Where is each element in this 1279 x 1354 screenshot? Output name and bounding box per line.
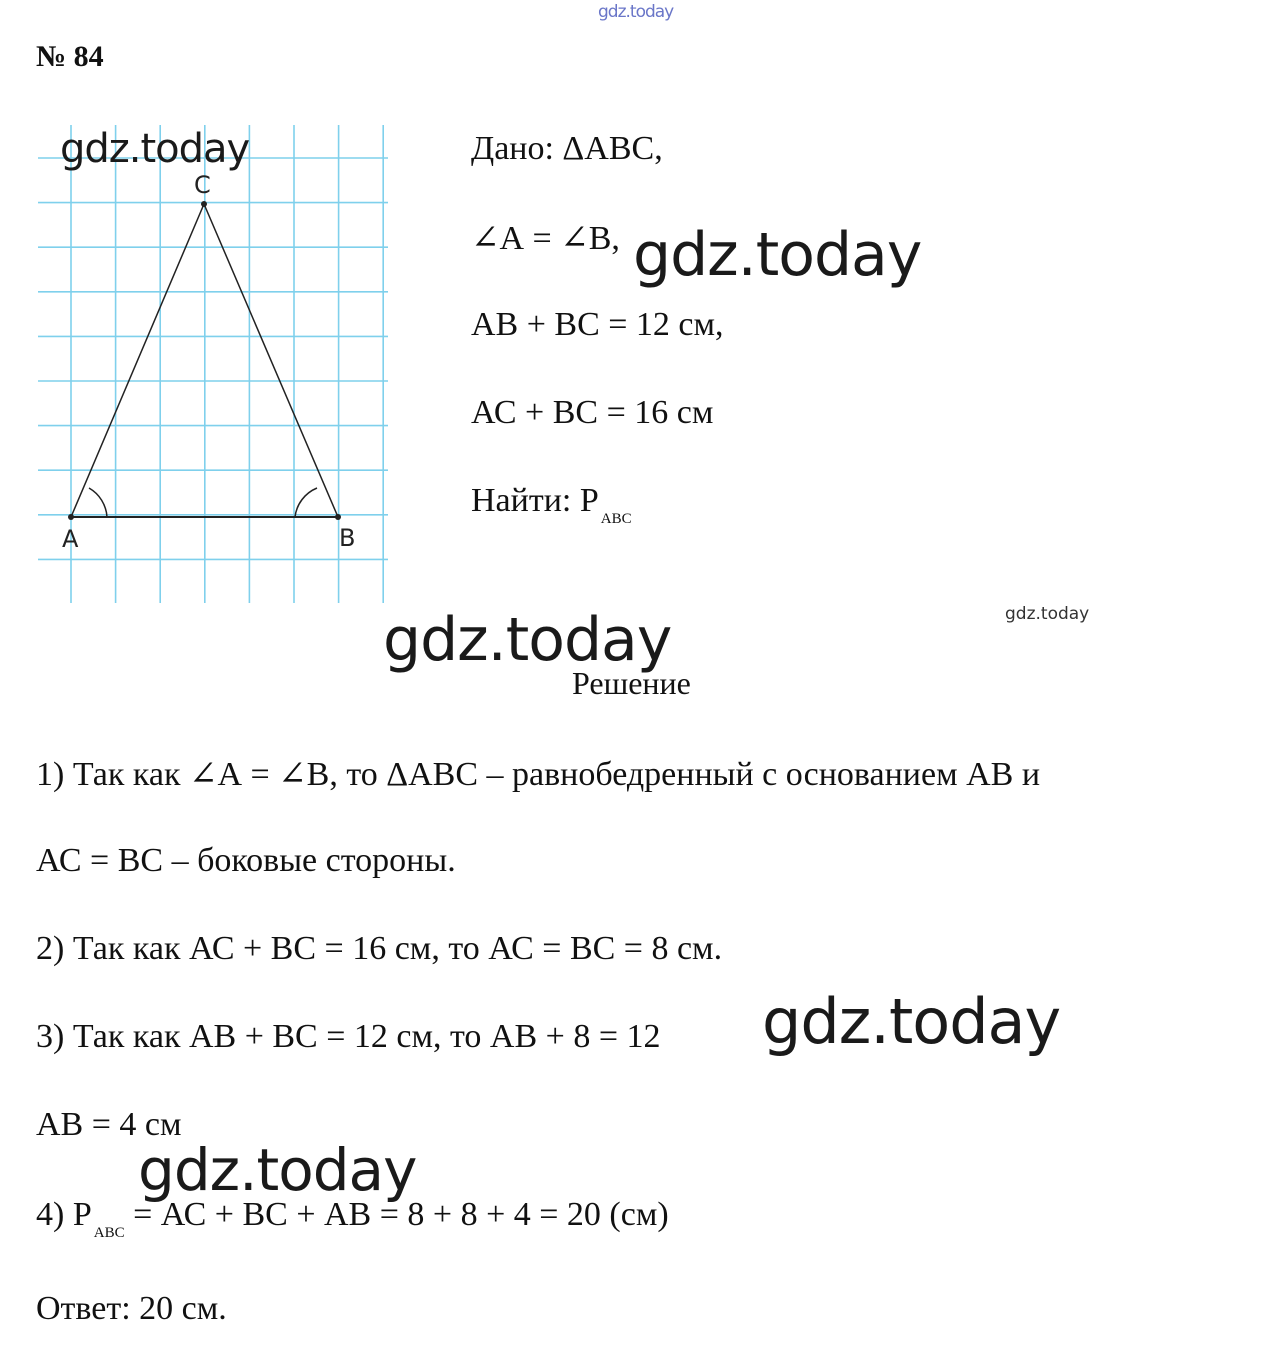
- watermark-3: gdz.today: [383, 605, 672, 675]
- vertex-a: [68, 514, 74, 520]
- solution-step-4: [36, 1196, 669, 1241]
- watermark-4: gdz.today: [762, 985, 1061, 1058]
- step-4-subscript: АВС: [93, 1225, 125, 1241]
- vertex-b: [335, 514, 341, 520]
- watermark-1: gdz.today: [60, 126, 250, 172]
- given-line-4: АС + ВС = 16 см: [471, 394, 714, 431]
- solution-step-3: 3) Так как АВ + ВС = 12 см, то АВ + 8 = 12: [36, 1018, 661, 1055]
- watermark-5: gdz.today: [138, 1136, 417, 1204]
- find-line: [471, 482, 632, 527]
- given-line-3: АВ + ВС = 12 см,: [471, 306, 724, 343]
- find-subscript: АВС: [600, 511, 632, 527]
- grid-lines: [38, 125, 388, 603]
- solution-step-2: 2) Так как АС + ВС = 16 см, то АС = ВС = 8 см.: [36, 930, 723, 967]
- solution-step-1b: АС = ВС – боковые стороны.: [36, 842, 456, 879]
- step-4-prefix: 4) Р: [36, 1196, 92, 1233]
- solution-heading: Решение: [572, 665, 691, 701]
- answer-line: Ответ: 20 см.: [36, 1290, 227, 1327]
- find-label: Найти: Р: [471, 482, 599, 519]
- given-line-1: Дано: ΔАВС,: [471, 130, 663, 167]
- label-c: C: [194, 171, 211, 199]
- solution-step-1: 1) Так как ∠А = ∠В, то ΔАВС – равнобедренный с основанием АВ и: [36, 756, 1041, 793]
- problem-number: № 84: [36, 40, 104, 73]
- label-a: A: [62, 525, 79, 553]
- label-b: B: [339, 524, 356, 552]
- triangle-figure: [36, 125, 388, 605]
- angle-arc-a: [89, 488, 107, 517]
- step-4-rest: = АС + ВС + АВ = 8 + 8 + 4 = 20 (см): [124, 1196, 669, 1233]
- angle-arc-b: [295, 488, 317, 517]
- solution-step-3b: АВ = 4 см: [36, 1106, 182, 1143]
- vertex-c: [201, 201, 207, 207]
- watermark-small: gdz.today: [1005, 604, 1090, 624]
- watermark-top: gdz.today: [598, 2, 674, 22]
- given-line-2: ∠А = ∠В,: [471, 220, 620, 257]
- watermark-2: gdz.today: [633, 220, 922, 290]
